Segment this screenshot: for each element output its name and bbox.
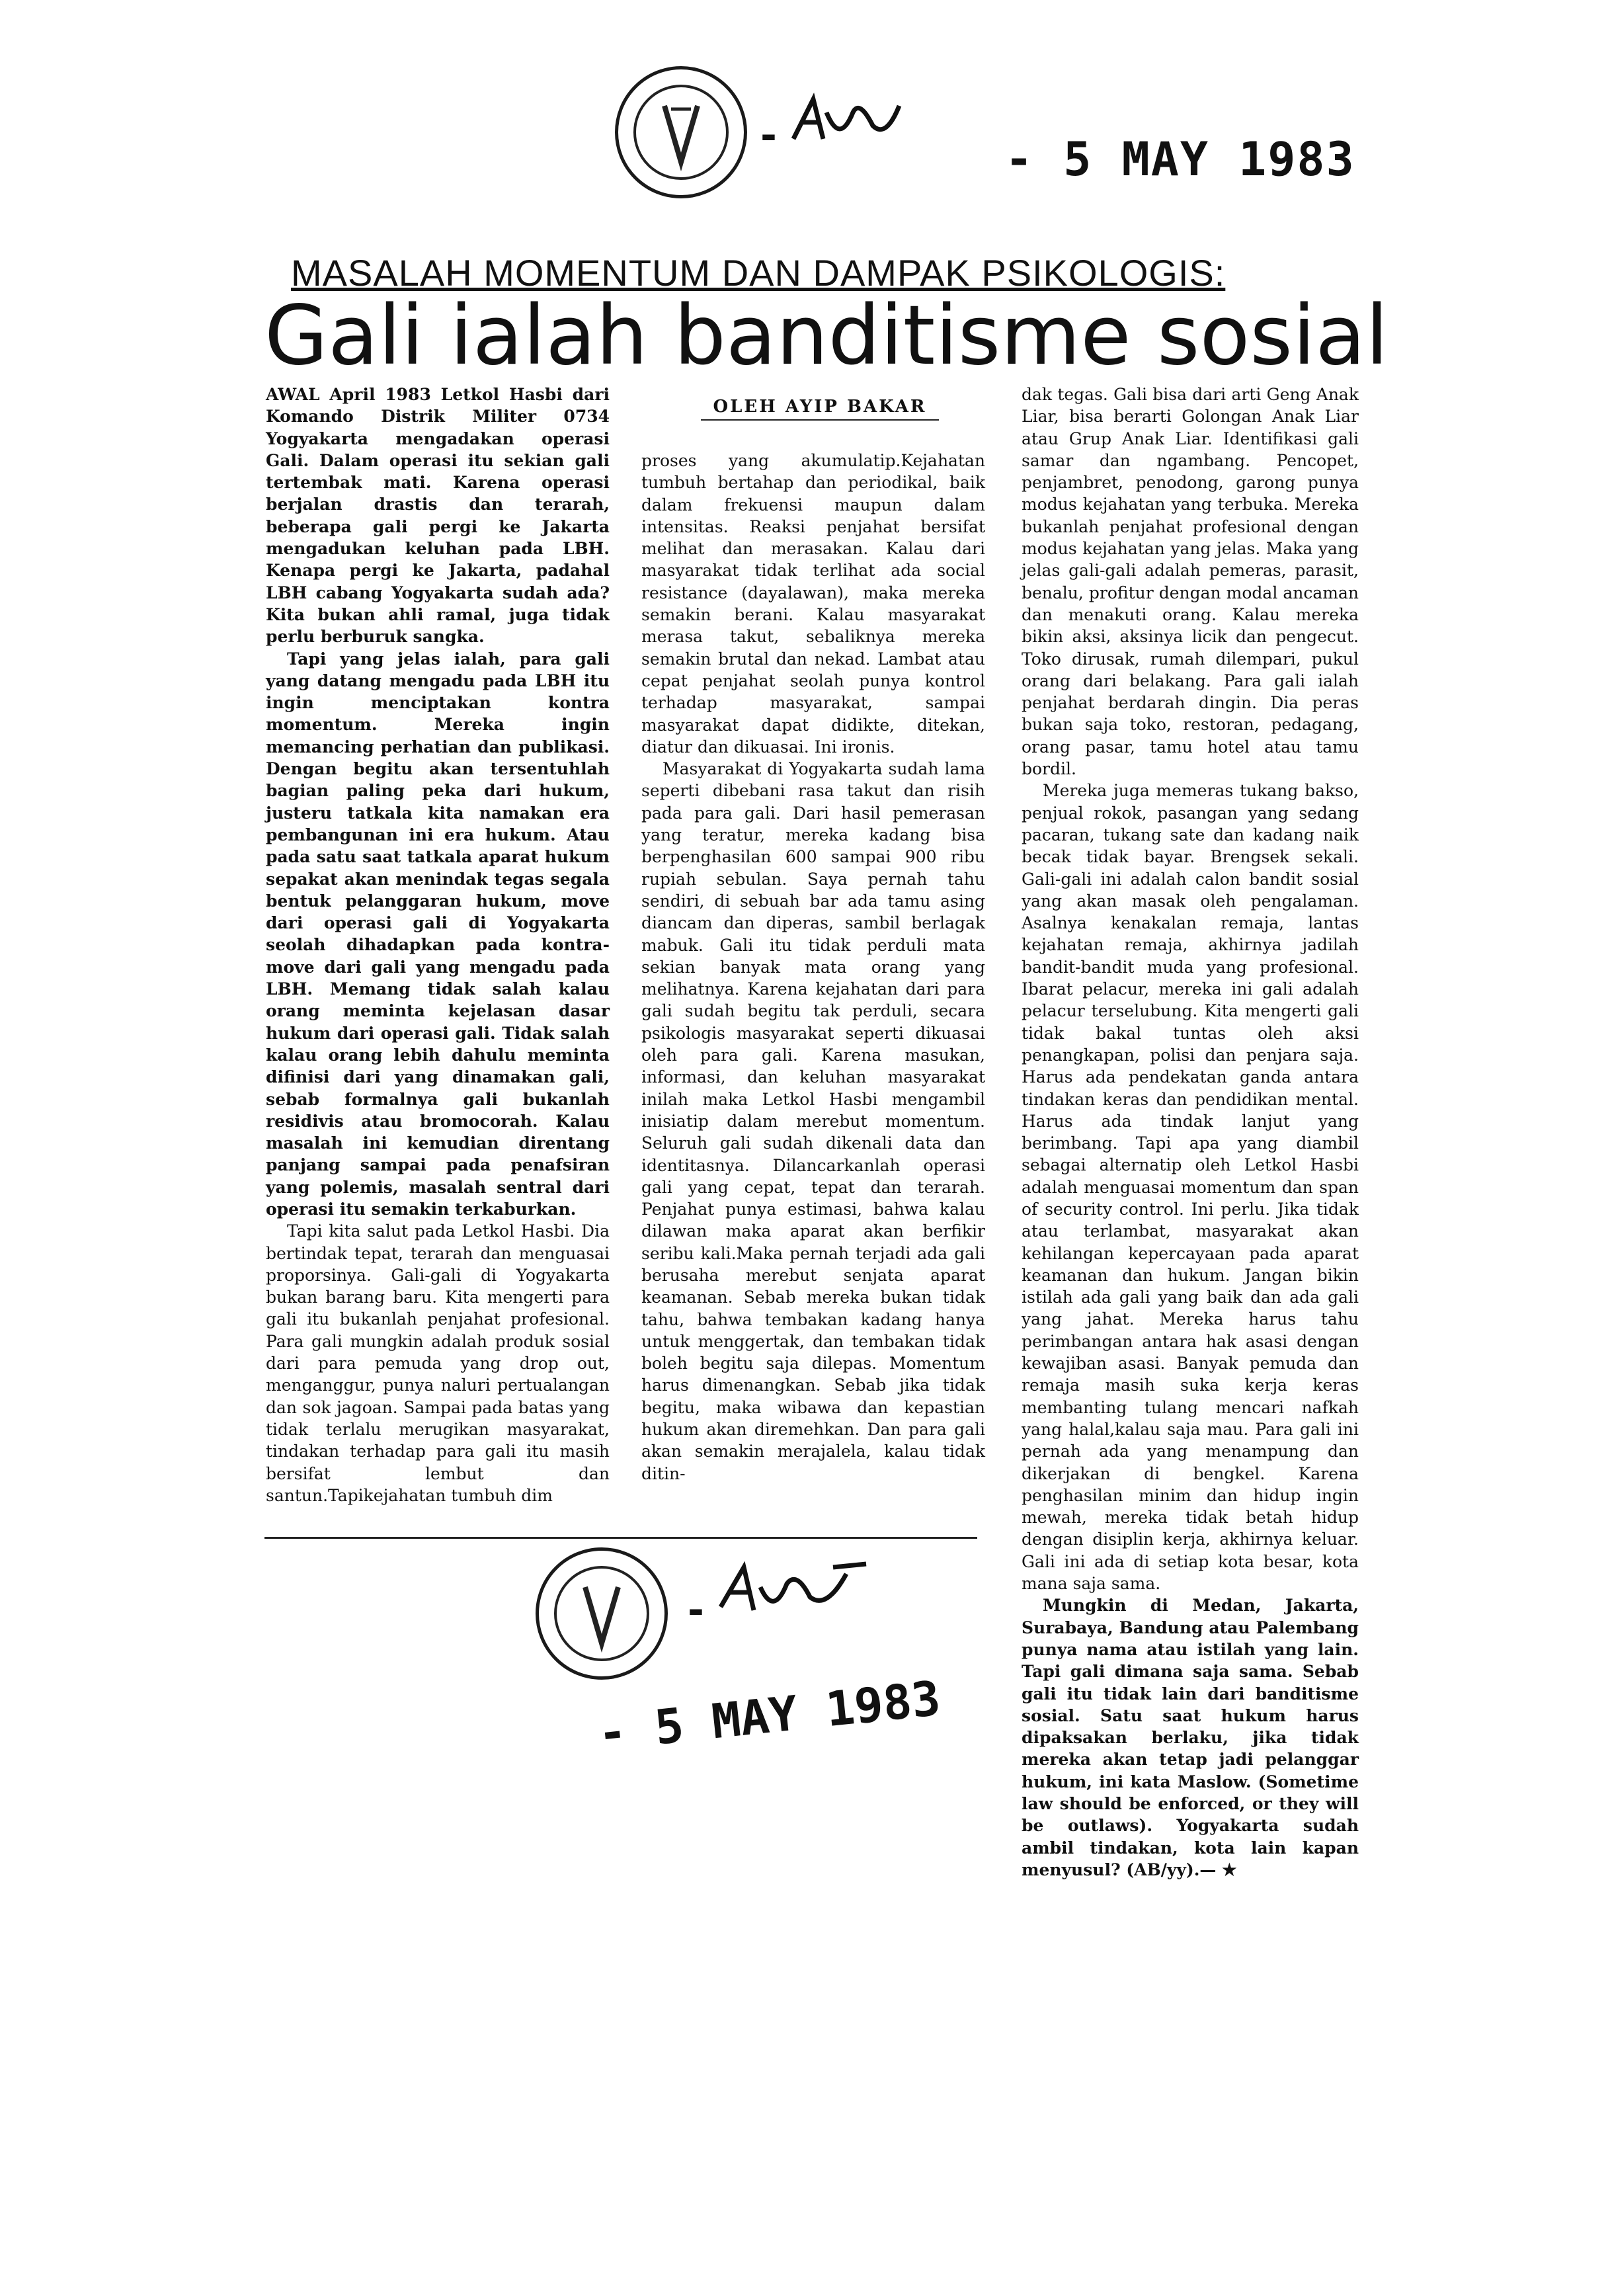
seal-emblem-icon <box>539 1551 664 1676</box>
handwritten-initials-bottom <box>714 1554 873 1627</box>
article-headline: Gali ialah banditisme sosial <box>264 288 1388 384</box>
seal-emblem-icon <box>618 69 744 195</box>
paragraph: Tapi yang jelas ialah, para gali yang datang mengadu pada LBH itu ingin menciptakan kontra momentum. Mereka ingin memancing perhatian dan publikasi. Dengan begitu akan tersentuhlah bagian paling peka dari hukum, justeru tatkala kita namakan era pembangunan ini era hukum. Atau pada satu saat tatkala aparat hukum sepakat akan menindak tegas segala bentuk pelanggaran hukum, move dari operasi gali di Yogyakarta seolah dihadapkan pada kontra-move dari gali yang mengadu pada LBH. Memang tidak salah kalau orang meminta kejelasan dasar hukum dari operasi gali. Tidak salah kalau orang lebih dahulu meminta difinisi dari yang dinamakan gali, sebab formalnya gali bukanlah residivis atau bromocorah. Kalau masalah ini kemudian direntang panjang sampai pada penafsiran yang polemis, masalah sentral dari operasi itu semakin terkaburkan. <box>266 649 610 1219</box>
clipping-seal-bottom <box>536 1547 668 1680</box>
clipping-date-top: - 5 MAY 1983 <box>1005 132 1355 186</box>
article-kicker: MASALAH MOMENTUM DAN DAMPAK PSIKOLOGIS: <box>291 252 1226 294</box>
article-column-2 <box>641 450 985 1485</box>
column-bottom-rule <box>264 1537 977 1539</box>
clipping-date-bottom: - 5 MAY 1983 <box>595 1670 944 1762</box>
handwritten-initials-top <box>787 86 906 152</box>
paragraph: Tapi kita salut pada Letkol Hasbi. Dia bertindak tepat, terarah dan menguasai proporsinya. Gali-gali di Yogyakarta bukan barang baru. Kita mengerti para gali itu bukanlah penjahat profesional. Para gali mungkin adalah produk sosial dari para pemuda yang drop out, menganggur, punya naluri pertualangan dan sok jagoan. Sampai pada batas yang tidak terlalu merugikan masyarakat, tindakan terhadap para gali itu masih bersifat lembut dan santun.Tapikejahatan tumbuh dim <box>266 1221 610 1505</box>
paragraph: proses yang akumulatip.Kejahatan tumbuh bertahap dan periodikal, baik dalam frekuensi maupun dalam intensitas. Reaksi penjahat bersifat melihat dan merasakan. Kalau dari masyarakat tidak terlihat ada social resistance (dayalawan), maka mereka semakin berani. Kalau masyarakat merasa takut, sebaliknya mereka semakin brutal dan nekad. Lambat atau cepat penjahat seolah punya kontrol terhadap masyarakat, sampai masyarakat dapat didikte, ditekan, diatur dan dikuasai. Ini ironis. <box>641 451 985 757</box>
clipping-seal-top <box>615 66 747 198</box>
article-column-1 <box>266 384 610 1506</box>
paragraph: dak tegas. Gali bisa dari arti Geng Anak Liar, bisa berarti Golongan Anak Liar atau Grup Anak Liar. Identifikasi gali samar dan ngambang. Pencopet, penjambret, penodong, garong punya modus kejahatan yang terbuka. Mereka bukanlah penjahat profesional dengan modus kejahatan yang jelas. Maka yang jelas gali-gali adalah pemeras, parasit, benalu, profitur dengan modal ancaman dan menakuti orang. Kalau mereka bikin aksi, aksinya licik dan pengecut. Toko dirusak, rumah dilempari, pukul orang dari belakang. Para gali ialah penjahat berdarah dingin. Dia peras bukan saja toko, restoran, pedagang, orang pasar, tamu hotel atau tamu bordil. <box>1022 385 1359 779</box>
paragraph: Masyarakat di Yogyakarta sudah lama seperti dibebani rasa takut dan risih pada para gali. Dari hasil pemerasan yang teratur, mereka kadang bisa berpenghasilan 600 sampai 900 ribu rupiah sebulan. Saya pernah tahu sendiri, di sebuah bar ada tamu asing diancam dan diperas, sambil berlagak mabuk. Gali itu tidak perduli mata sekian banyak mata orang yang melihatnya. Karena kejahatan dari para gali sudah begitu tak perduli, secara psikologis masyarakat seperti dikuasai oleh para gali. Karena masukan, informasi, dan keluhan masyarakat inilah maka Letkol Hasbi mengambil inisiatip dalam merebut momentum. Seluruh gali sudah dikenali data dan identitasnya. Dilancarkanlah operasi gali yang cepat, tepat dan terarah. Penjahat punya estimasi, bahwa kalau dilawan maka aparat akan berfikir seribu kali.Maka pernah terjadi ada gali berusaha merebut senjata aparat keamanan. Sebab mereka bukan tidak tahu, bahwa tembakan kadang hanya untuk menggertak, dan tembakan tidak boleh begitu saja dilepas. Momentum harus dimenangkan. Sebab jika tidak begitu, maka wibawa dan kepastian hukum akan diremehkan. Dan para gali akan semakin merajalela, kalau tidak ditin- <box>641 759 985 1483</box>
stamp-dash: - <box>760 112 777 159</box>
paragraph: Mungkin di Medan, Jakarta, Surabaya, Bandung atau Palembang punya nama atau istilah yang lain. Tapi gali dimana saja sama. Sebab gali itu tidak lain dari banditisme sosial. Satu saat hukum harus dipaksakan berlaku, jika tidak mereka akan tetap jadi pelanggar hukum, ini kata Maslow. (Sometime law should be enforced, or they will be outlaws). Yogyakarta sudah ambil tindakan, kota lain kapan menyusul? (AB/yy).— ★ <box>1022 1596 1359 1879</box>
article-byline: OLEH AYIP BAKAR <box>701 397 939 421</box>
paragraph: Mereka juga memeras tukang bakso, penjual rokok, pasangan yang sedang pacaran, tukang sate dan kadang naik becak tidak bayar. Brengsek sekali. Gali-gali ini adalah calon bandit sosial yang akan masak oleh pengalaman. Asalnya kenakalan remaja, lantas kejahatan remaja, akhirnya jadilah bandit-bandit muda yang profesional. Ibarat pelacur, mereka ini gali adalah pelacur terselubung. Kita mengerti gali tidak bakal tuntas oleh aksi penangkapan, polisi dan penjara saja. Harus ada pendekatan ganda antara tindakan keras dan pendidikan mental. Harus ada tindak lanjut yang berimbang. Tapi apa yang diambil sebagai alternatip oleh Letkol Hasbi adalah menguasai momentum dan span of security control. Ini perlu. Jika tidak atau terlambat, masyarakat akan kehilangan kepercayaan pada aparat keamanan dan hukum. Jangan bikin istilah ada gali yang baik dan ada gali yang jahat. Mereka harus tahu perimbangan antara hak asasi dengan kewajiban asasi. Banyak pemuda dan remaja masih suka kerja keras membanting tulang mencari nafkah yang halal,kalau saja mau. Para gali ini pernah ada yang menampung dan dikerjakan di bengkel. Karena penghasilan minim dan hidup ingin mewah, mereka tidak betah hidup dengan disiplin kerja, akhirnya keluar. Gali ini ada di setiap kota besar, kota mana saja sama. <box>1022 781 1359 1594</box>
stamp-dash: - <box>688 1587 704 1633</box>
article-column-3 <box>1022 384 1359 1881</box>
paragraph: AWAL April 1983 Letkol Hasbi dari Komando Distrik Militer 0734 Yogyakarta mengadakan operasi Gali. Dalam operasi itu sekian gali tertembak mati. Karena operasi berjalan drastis dan terarah, beberapa gali pergi ke Jakarta mengadukan keluhan pada LBH. Kenapa pergi ke Jakarta, padahal LBH cabang Yogyakarta sudah ada? Kita bukan ahli ramal, juga tidak perlu berburuk sangka. <box>266 385 610 647</box>
